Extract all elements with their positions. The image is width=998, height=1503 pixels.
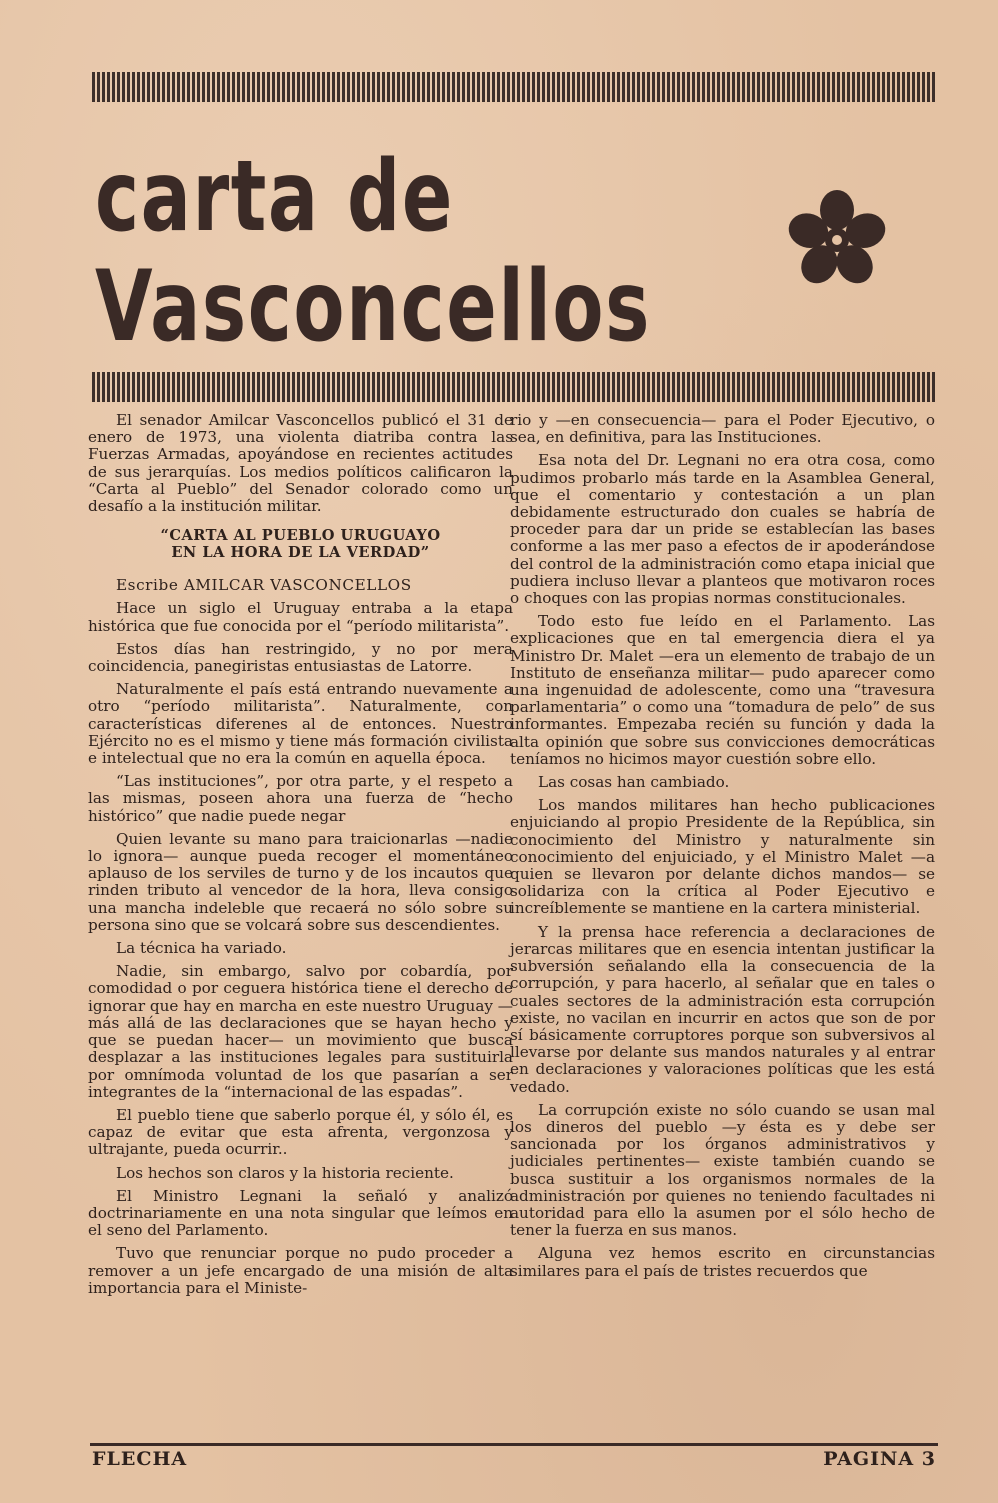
body-paragraph: Las cosas han cambiado. bbox=[538, 773, 730, 792]
body-paragraph: Los hechos son claros y la historia reciente. bbox=[116, 1163, 454, 1182]
body-paragraph: Esa nota del Dr. Legnani no era otra cosa, como pudimos probarlo más tarde en la Asamblea General, que el comentario y contestación a un plan debidamente estructurado don cuales se habría de proceder para dar un pride se establecían las bases conforme a las mer paso a efectos de ir apoderándose del control de la administración como etapa inicial que pudiera incluso llevar a planteos que motivaron roces o choques con las propias normas constitucionales. bbox=[510, 451, 935, 608]
body-paragraph: Naturalmente el país está entrando nuevamente a otro “período militarista”. Naturalmente, con características diferenes al de entonces. Nuestro Ejército no es el mismo y tiene más formación civilista e intelectual que no era la común en aquella época. bbox=[88, 680, 513, 768]
page-number: PAGINA 3 bbox=[823, 1448, 936, 1470]
top-rule-bar bbox=[92, 72, 937, 102]
body-paragraph: “Las instituciones”, por otra parte, y el respeto a las mismas, poseen ahora una fuerza de “hecho histórico” que nadie puede negar bbox=[88, 772, 513, 825]
letter-subhead bbox=[88, 527, 513, 561]
footer-rule bbox=[90, 1443, 938, 1446]
body-paragraph: Y la prensa hace referencia a declaraciones de jerarcas militares que en esencia intentan justificar la subversión señalando ella la consecuencia de la corrupción, y para hacerlo, al señalar que en tales o cuales sectores de la administración esta corrupción existe, no vacilan en incurrir en actos que son de por sí básicamente corruptores porque son subversivos al llevarse por delante sus mandos naturales y al entrar en declaraciones y valoraciones políticas que les está vedado. bbox=[510, 922, 935, 1096]
publication-name: FLECHA bbox=[92, 1448, 188, 1470]
body-paragraph: Estos días han restringido, y no por mera coincidencia, panegiristas entusiastas de Latorre. bbox=[88, 639, 513, 676]
headline-line-2: Vasconcellos bbox=[95, 250, 651, 364]
byline: Escribe AMILCAR VASCONCELLOS bbox=[116, 576, 412, 595]
body-paragraph: La corrupción existe no sólo cuando se usan mal los dineros del pueblo —y ésta es y debe ser sancionada por los órganos administrativos y judiciales pertinentes— existe también cuando se busca sustituir a los organismos normales de la administración por quienes no teniendo facultades ni autoridad para ello la asumen por el sólo hecho de tener la fuerza en sus manos. bbox=[510, 1100, 935, 1240]
body-paragraph: Tuvo que renunciar porque no pudo proceder a remover a un jefe encargado de una misión de alta importancia para el Ministe- bbox=[88, 1244, 513, 1297]
subhead-line-2: EN LA HORA DE LA VERDAD” bbox=[171, 544, 430, 562]
flower-ornament-icon bbox=[782, 185, 892, 295]
body-paragraph: Todo esto fue leído en el Parlamento. Las explicaciones que en tal emergencia diera el ya Ministro Dr. Malet —era un elemento de trabajo de un Instituto de enseñanza militar— pudo aparecer como una ingenuidad de adolescente, como una “travesura parlamentaria” o como una “tomadura de pelo” de sus informantes. Empezaba recién su función y dada la alta opinión que sobre sus convicciones democráticas teníamos no hicimos mayor cuestión sobre ello. bbox=[510, 612, 935, 768]
body-paragraph: Los mandos militares han hecho publicaciones enjuiciando al propio Presidente de la República, sin conocimiento del Ministro y naturalmente sin conocimiento del enjuiciado, y el Ministro Malet —a quien se llevaron por delante dichos mandos— se solidariza con la crítica al Poder Ejecutivo e increíblemente se mantiene en la cartera ministerial. bbox=[510, 796, 935, 918]
continued-paragraph: rio y —en consecuencia— para el Poder Ejecutivo, o sea, en definitiva, para las Instituciones. bbox=[510, 411, 935, 447]
headline-line-1: carta de bbox=[95, 140, 454, 254]
subhead-line-1: “CARTA AL PUEBLO URUGUAYO bbox=[160, 527, 441, 545]
right-column bbox=[510, 412, 935, 1286]
left-column bbox=[88, 412, 513, 1303]
body-paragraph: El Ministro Legnani la señaló y analizó doctrinariamente en una nota singular que leímos en el seno del Parlamento. bbox=[88, 1186, 513, 1240]
intro-paragraph: El senador Amilcar Vasconcellos publicó el 31 de enero de 1973, una violenta diatriba contra las Fuerzas Armadas, apoyándose en recientes actitudes de sus jerarquías. Los medios políticos calificaron la “Carta al Pueblo” del Senador colorado como un desafío a la institución militar. bbox=[88, 411, 513, 516]
body-paragraph: Nadie, sin embargo, salvo por cobardía, por comodidad o por ceguera histórica tiene el derecho de ignorar que hay en marcha en este nuestro Uruguay —más allá de las declaraciones que se hayan hecho y que se puedan hacer— un movimiento que busca desplazar a las instituciones legales para sustituirla por omnímoda voluntad de los que pasarían a ser integrantes de la “internacional de las espadas”. bbox=[88, 962, 513, 1101]
body-paragraph: El pueblo tiene que saberlo porque él, y sólo él, es capaz de evitar que esta afrenta, vergonzosa y ultrajante, pueda ocurrir.. bbox=[88, 1105, 513, 1159]
body-paragraph: La técnica ha variado. bbox=[116, 939, 287, 958]
bottom-rule-bar bbox=[92, 372, 937, 402]
body-paragraph: Alguna vez hemos escrito en circunstancias similares para el país de tristes recuerdos que bbox=[510, 1244, 935, 1280]
body-paragraph: Hace un siglo el Uruguay entraba a la etapa histórica que fue conocida por el “período militarista”. bbox=[88, 599, 513, 635]
body-paragraph: Quien levante su mano para traicionarlas —nadie lo ignora— aunque pueda recoger el momentáneo aplauso de los serviles de turno y de los incautos que rinden tributo al vencedor de la hora, lleva consigo una mancha indeleble que recaerá no sólo sobre su persona sino que se volcará sobre sus descendientes. bbox=[88, 829, 513, 934]
